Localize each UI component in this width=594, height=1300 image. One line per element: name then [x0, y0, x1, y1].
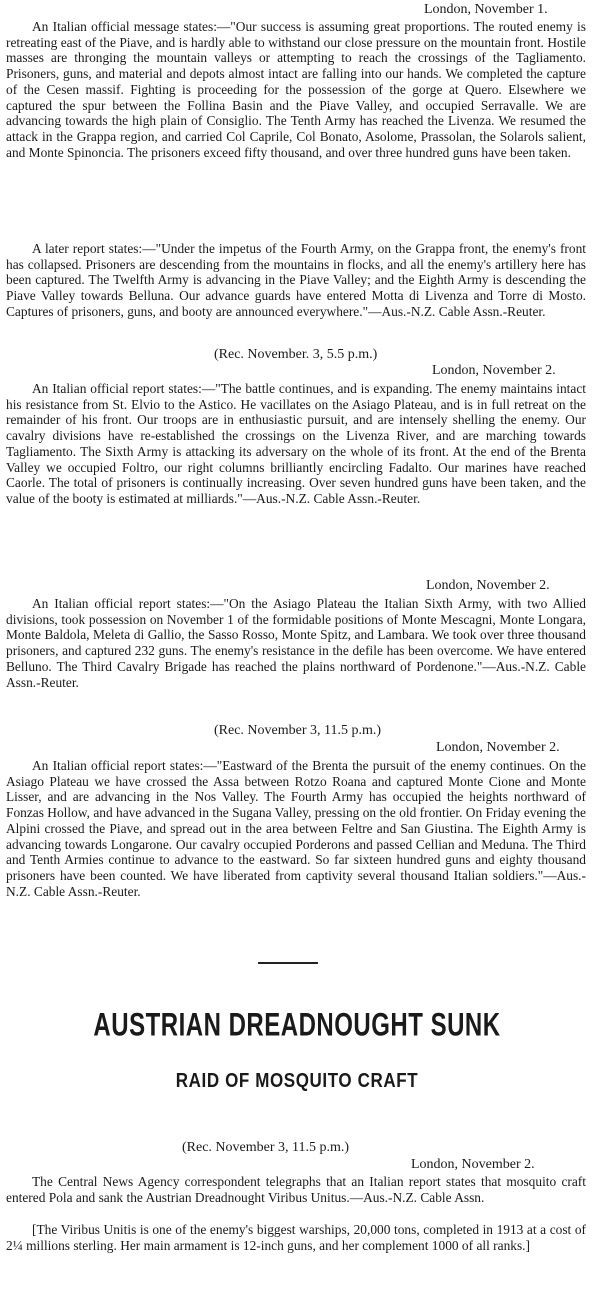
dispatch-1-paragraph-1: An Italian official message states:—"Our success is assuming great proportions. The routed enemy is retreating east of the Piave, and is hardly able to withstand our close pressure on the mountain front. Hostile masses are thronging the mountain valleys or attempting to reach the crossings of the Tagliamento. Prisoners, guns, and material and depots almost intact are falling into our hands. We completed the capture of the Cesen massif. Fighting is proceeding for the possession of the gorge at Quero. Elsewhere we captured the spur between the Follina Basin and the Piave Valley, and occupied Serravalle. We are advancing towards the high plain of Consiglio. The Tenth Army has reached the Livenza. We resumed the attack in the Grappa region, and carried Col Caprile, Col Bonato, Asolome, Prassolan, the Solarols salient, and Monte Spinoncia. The prisoners exceed fifty thousand, and over three hundred guns have been taken. — [6, 19, 586, 160]
dispatch-3-paragraph: An Italian official report states:—"On the Asiago Plateau the Italian Sixth Army, with two Allied divisions, took possession on November 1 of the formidable positions of Monte Mescagni, Monte Longara, Monte Baldola, Meleta di Gallio, the Sasso Rosso, Monte Spitz, and Lambara. We took over three thousand prisoners, and captured 232 guns. The enemy's resistance in the defile has been overcome. We have entered Belluno. The Third Cavalry Brigade has reached the plains northward of Pordenone."—Aus.-N.Z. Cable Assn.-Reuter. — [6, 596, 586, 690]
final-dispatch-paragraph: The Central News Agency correspondent telegraphs that an Italian report states that mosquito craft entered Pola and sank the Austrian Dreadnought Viribus Unitus.—Aus.-N.Z. Cable Assn. — [6, 1174, 586, 1205]
received-note-2: (Rec. November 3, 11.5 p.m.) — [214, 723, 382, 738]
editorial-note: [The Viribus Unitis is one of the enemy's biggest warships, 20,000 tons, completed in 1913 at a cost of 2¼ millions sterling. Her main armament is 12-inch guns, and her complement 1000 of all ranks.] — [6, 1222, 586, 1253]
dateline-1: London, November 1. — [424, 2, 548, 17]
dateline-2: London, November 2. — [432, 363, 556, 378]
section-divider — [258, 962, 318, 964]
received-note-3: (Rec. November 3, 11.5 p.m.) — [182, 1140, 350, 1155]
headline: AUSTRIAN DREADNOUGHT SUNK — [93, 1007, 501, 1044]
subheadline: RAID OF MOSQUITO CRAFT — [175, 1069, 419, 1092]
dateline-3: London, November 2. — [426, 578, 550, 593]
dateline-4: London, November 2. — [436, 740, 560, 755]
dateline-5: London, November 2. — [411, 1157, 535, 1172]
dispatch-2-paragraph: An Italian official report states:—"The battle continues, and is expanding. The enemy maintains intact his resistance from St. Elvio to the Astico. He vacillates on the Asiago Plateau, and is in full retreat on the remainder of his front. Our troops are in enthusiastic pursuit, and are intensely shelling the enemy. Our cavalry divisions have re-established the crossings on the Livenza River, and are marching towards Tagliamento. The Sixth Army is attacking its adversary on the whole of its front. At the end of the Brenta Valley we occupied Foltro, our right columns brilliantly encircling Fadalto. Our marines have reached Caorle. The total of prisoners is continually increasing. Over seven hundred guns have been taken, and the value of the booty is estimated at milliards."—Aus.-N.Z. Cable Assn.-Reuter. — [6, 381, 586, 506]
dispatch-4-paragraph: An Italian official report states:—"Eastward of the Brenta the pursuit of the enemy continues. On the Asiago Plateau we have crossed the Assa between Rotzo Roana and captured Monte Cione and Monte Lisser, and are advancing in the Nos Valley. The Fourth Army has occupied the heights northward of Fonzas Hollow, and have advanced in the Sugana Valley, pressing on the old frontier. On Friday evening the Alpini crossed the Piave, and spread out in the area between Feltre and San Giustina. The Eighth Army is advancing towards Longarone. Our cavalry occupied Porderons and passed Cellian and Meduna. The Third and Tenth Armies continue to advance to the eastward. So far sixteen hundred guns and eighty thousand prisoners have been counted. We have liberated from captivity several thousand Italian soldiers."—Aus.-N.Z. Cable Assn.-Reuter. — [6, 758, 586, 899]
received-note-1: (Rec. November. 3, 5.5 p.m.) — [214, 347, 378, 362]
dispatch-1-paragraph-2: A later report states:—"Under the impetus of the Fourth Army, on the Grappa front, the enemy's front has collapsed. Prisoners are descending from the mountains in flocks, and all the enemy's artillery here has been captured. The Twelfth Army is advancing in the Piave Valley; and the Eighth Army is descending the Piave Valley towards Belluna. Our advance guards have entered Motta di Livenza and Torre di Mosto. Captures of prisoners, guns, and booty are announced everywhere."—Aus.-N.Z. Cable Assn.-Reuter. — [6, 241, 586, 319]
